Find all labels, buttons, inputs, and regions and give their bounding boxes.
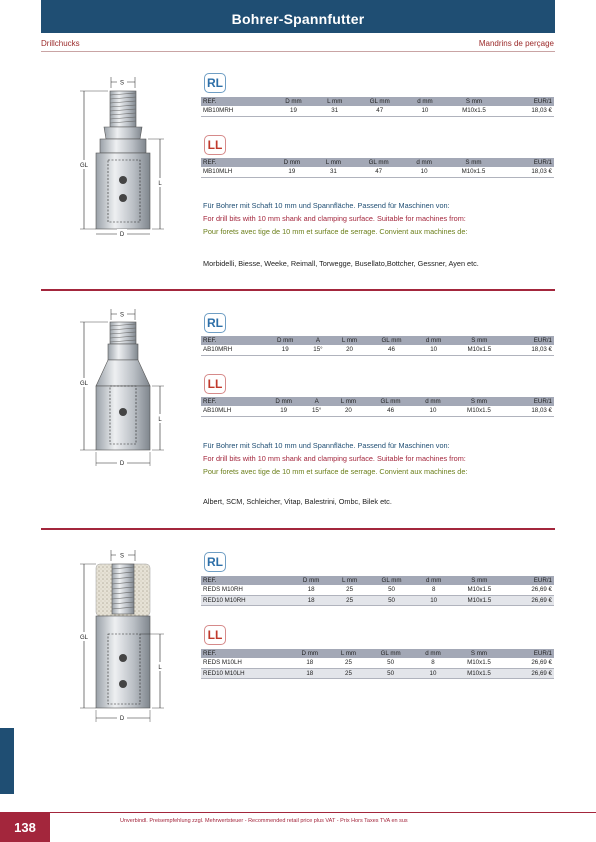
badge-ll: LL [204, 374, 226, 394]
table-row: REDS M10RH 18 25 50 8 M10x1.5 26,69 € [203, 586, 552, 594]
dim-gl-label: GL [79, 381, 89, 387]
dim-d-label: D [119, 461, 125, 467]
dim-s-label: S [119, 80, 125, 87]
page-title: Bohrer-Spannfutter [231, 11, 365, 27]
table-header-row: REF. D mm A L mm GL mm d mm S mm EUR/1 [203, 398, 552, 405]
spec-table-ll-2 [201, 397, 554, 417]
footer-price-note: Unverbindl. Preisempfehlung zzgl. Mehrwertsteuer - Recommended retail price plus VAT - Prix Hors Taxes TVA en sus [120, 818, 408, 824]
footer-rule [50, 812, 596, 813]
table-row: REDS M10LH 18 25 50 8 M10x1.5 26,69 € [203, 659, 552, 667]
category-label-left: Drillchucks [41, 39, 80, 48]
table-row: AB10MRH 19 15° 20 46 10 M10x1.5 18,03 € [203, 346, 552, 354]
spec-table-rl-2 [201, 336, 554, 356]
description-en: For drill bits with 10 mm shank and clamping surface. Suitable for machines from: [203, 214, 466, 223]
table-row: RED10 M10LH 18 25 50 10 M10x1.5 26,69 € [203, 669, 552, 677]
page-title-bar [41, 0, 555, 33]
table-header-row: REF. D mm L mm GL mm d mm S mm EUR/1 [203, 650, 552, 657]
spec-table-ll-1 [201, 158, 554, 178]
drill-chuck-drawing-3 [78, 546, 168, 726]
description-fr: Pour forets avec tige de 10 mm et surface de serrage. Convient aux machines de: [203, 467, 468, 476]
table-header-row: REF. D mm L mm GL mm d mm S mm EUR/1 [203, 577, 552, 584]
drill-chuck-drawing-1 [78, 74, 168, 239]
description-fr: Pour forets avec tige de 10 mm et surface de serrage. Convient aux machines de: [203, 227, 468, 236]
table-row: MB10MRH 19 31 47 10 M10x1.5 18,03 € [203, 107, 552, 115]
machine-list-1: Morbidelli, Biesse, Weeke, Reimall, Torwegge, Busellato,Bottcher, Gessner, Ayen etc. [203, 259, 479, 268]
dim-gl-label: GL [79, 635, 89, 641]
dim-l-label: L [158, 181, 162, 187]
drill-chuck-drawing-2 [78, 306, 168, 471]
table-row: MB10MLH 19 31 47 10 M10x1.5 18,03 € [203, 168, 552, 176]
badge-ll: LL [204, 135, 226, 155]
spec-table-rl-1 [201, 97, 554, 117]
dim-s-label: S [119, 553, 125, 560]
table-header-row: REF. D mm A L mm GL mm d mm S mm EUR/1 [203, 337, 552, 344]
category-label-right: Mandrins de perçage [478, 39, 554, 48]
spec-table-ll-3 [201, 649, 554, 679]
section-separator [41, 528, 555, 530]
dim-gl-label: GL [79, 163, 89, 169]
description-en: For drill bits with 10 mm shank and clamping surface. Suitable for machines from: [203, 454, 466, 463]
spec-table-rl-3 [201, 576, 554, 606]
table-header-row: REF. D mm L mm GL mm d mm S mm EUR/1 [203, 98, 552, 105]
dim-d-label: D [119, 232, 125, 238]
description-block-1 [203, 199, 467, 238]
dim-s-label: S [119, 312, 125, 319]
description-de: Für Bohrer mit Schaft 10 mm und Spannfläche. Passend für Maschinen von: [203, 201, 450, 210]
description-block-2 [203, 439, 467, 478]
table-header-row: REF. D mm L mm GL mm d mm S mm EUR/1 [203, 159, 552, 166]
machine-list-2: Albert, SCM, Schleicher, Vitap, Balestrini, Ombc, Bilek etc. [203, 497, 392, 506]
dim-l-label: L [158, 665, 162, 671]
chapter-tab [0, 728, 14, 794]
dim-d-label: D [119, 716, 125, 722]
badge-rl: RL [204, 552, 226, 572]
page-number: 138 [0, 812, 50, 842]
table-row: AB10MLH 19 15° 20 46 10 M10x1.5 18,03 € [203, 407, 552, 415]
header-rule [41, 51, 555, 52]
description-de: Für Bohrer mit Schaft 10 mm und Spannfläche. Passend für Maschinen von: [203, 441, 450, 450]
section-separator [41, 289, 555, 291]
badge-rl: RL [204, 313, 226, 333]
dim-l-label: L [158, 417, 162, 423]
badge-ll: LL [204, 625, 226, 645]
table-row: RED10 M10RH 18 25 50 10 M10x1.5 26,69 € [203, 596, 552, 604]
badge-rl: RL [204, 73, 226, 93]
